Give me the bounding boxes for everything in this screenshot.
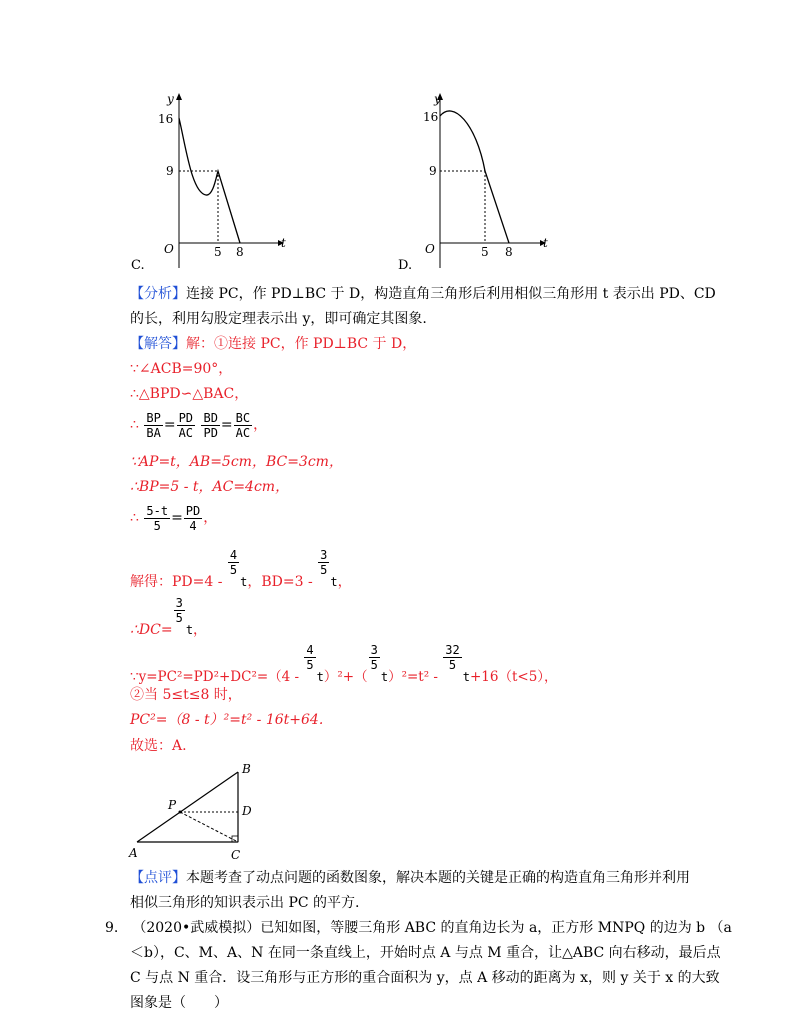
frac-den: AC [178, 425, 194, 440]
graph-d [398, 88, 568, 273]
question9-line2 [130, 943, 721, 963]
frac-den: 5 [229, 563, 238, 577]
solution-line2 [130, 359, 232, 379]
solution-line1 [130, 334, 416, 354]
point-p [179, 811, 182, 814]
tick-5: 5 [214, 245, 222, 259]
frac-num: PD [185, 503, 201, 518]
equals: = [171, 510, 183, 526]
graph-c [128, 88, 298, 273]
analysis-tag: 【分析】 [130, 286, 186, 302]
frac-3-5 [369, 643, 380, 672]
comma: ， [253, 417, 268, 433]
x-axis-label: t [281, 236, 286, 250]
var-t: t [316, 670, 324, 684]
solution-line7 [130, 501, 217, 535]
solution-line5 [130, 452, 343, 472]
graph-c-svg [128, 88, 298, 273]
origin-label: O [425, 242, 435, 256]
frac-den: BA [146, 425, 161, 440]
frac-5t-5 [144, 504, 170, 533]
solution-step8b: ，BD=3 - [247, 574, 318, 590]
frac-num: 4 [229, 548, 238, 562]
solution-line6 [130, 477, 289, 497]
solution-step8a: 解得：PD=4 - [130, 574, 227, 590]
solution-line4 [130, 408, 267, 442]
frac-den: 5 [175, 611, 183, 625]
frac-den: 4 [189, 518, 197, 533]
tick-9: 9 [166, 164, 174, 178]
frac-pd-4 [184, 504, 202, 533]
tick-8: 8 [236, 245, 244, 259]
comment-line2 [130, 893, 359, 913]
therefore-sign: ∴ [130, 417, 139, 433]
frac-num: 5-t [146, 503, 169, 518]
frac-bd-pd [201, 411, 219, 440]
graph-d-curve [440, 111, 509, 243]
question-text-3: C 与点 N 重合．设三角形与正方形的重合面积为 y，点 A 移动的距离为 x，则 y 关于 x 的大致 [130, 970, 720, 986]
right-angle-mark [232, 836, 238, 842]
tick-16: 16 [423, 110, 439, 124]
frac-num: BD [203, 410, 218, 425]
frac-num: 3 [175, 596, 183, 610]
frac-num: 32 [445, 643, 460, 657]
analysis-line1 [130, 284, 716, 304]
comment-text-1: 本题考查了动点问题的函数图象，解决本题的关键是正确的构造直角三角形并利用 [186, 870, 690, 886]
solution-step3: ∴△BPD∽△BAC， [130, 386, 249, 402]
tick-16: 16 [158, 112, 174, 126]
question9-line3 [130, 968, 720, 988]
analysis-text-1: 连接 PC，作 PD⊥BC 于 D，构造直角三角形后利用相似三角形用 t 表示出 PD、CD [186, 286, 716, 302]
frac-3-5 [318, 548, 329, 577]
solution-tag: 【解答】 [130, 336, 186, 352]
label-a: A [129, 846, 138, 860]
solution-step13: 故选：A. [130, 738, 187, 754]
frac-den: 5 [306, 658, 314, 672]
label-p: P [168, 798, 177, 812]
label-b: B [242, 762, 251, 776]
frac-32-5 [443, 643, 461, 672]
comment-text-2: 相似三角形的知识表示出 PC 的平方. [130, 895, 360, 911]
y-axis-arrow [176, 93, 182, 100]
option-d-label: D. [398, 258, 413, 273]
solution-line3 [130, 384, 248, 404]
analysis-line2 [130, 309, 427, 329]
question-number: 9. [105, 920, 119, 936]
equals: = [220, 417, 233, 433]
frac-den: 5 [320, 563, 328, 577]
option-c-label: C. [131, 258, 145, 273]
label-d: D [242, 804, 252, 818]
equals: = [163, 417, 176, 433]
var-t: t [380, 670, 389, 684]
graph-c-curve [179, 118, 240, 243]
question-text-2: ＜b），C、M、A、N 在同一条直线上，开始时点 A 与点 M 重合，让△ABC 向右移动，最后点 [130, 945, 721, 961]
solution-line12 [130, 710, 323, 730]
side-ab [137, 772, 238, 842]
frac-4-5 [228, 548, 239, 577]
solution-step6: ∴BP=5 - t，AC=4cm， [130, 479, 290, 495]
frac-num: BP [146, 410, 161, 425]
frac-num: 3 [370, 643, 378, 657]
question9-line4 [130, 993, 228, 1013]
comma: ， [337, 574, 352, 590]
solution-step10a: ∵y=PC²=PD²+DC²=（4 - [130, 669, 304, 685]
frac-bp-ba [144, 411, 162, 440]
comma: ， [203, 510, 218, 526]
question9-line1 [105, 918, 732, 938]
tick-5: 5 [481, 245, 489, 259]
label-c: C [231, 848, 241, 862]
therefore-sign: ∴ [130, 510, 139, 526]
solution-step12: PC²=（8 - t）²=t² - 16t+64. [130, 712, 324, 728]
frac-den: AC [235, 425, 251, 440]
solution-line13 [130, 736, 187, 756]
analysis-text-2: 的长，利用勾股定理表示出 y，即可确定其图象. [130, 311, 427, 327]
solution-step5: ∵AP=t，AB=5cm，BC=3cm， [130, 454, 343, 470]
solution-line11 [130, 685, 242, 705]
frac-den: 5 [448, 658, 457, 672]
segment-pc [180, 812, 238, 842]
y-axis-label: y [434, 92, 441, 106]
frac-pd-ac [177, 411, 195, 440]
solution-step2: ∵∠ACB=90°， [130, 361, 233, 377]
frac-num: 4 [306, 643, 314, 657]
comment-line1 [130, 868, 690, 888]
comma: ， [193, 622, 208, 638]
question-text-1: （2020•武威模拟）已知如图，等腰三角形 ABC 的直角边长为 a，正方形 MNPQ 的边为 b （a [132, 920, 732, 936]
tick-8: 8 [505, 245, 513, 259]
frac-num: PD [178, 410, 194, 425]
frac-bc-ac [234, 411, 252, 440]
frac-4-5 [304, 643, 315, 672]
triangle-figure [125, 760, 265, 865]
solution-step10d: +16（t<5）， [469, 669, 558, 685]
x-axis-label: t [543, 236, 548, 250]
y-axis-label: y [167, 92, 174, 106]
origin-label: O [164, 242, 174, 256]
question-text-4: 图象是（ ） [130, 995, 228, 1011]
frac-den: 5 [153, 518, 161, 533]
frac-num: BC [235, 410, 251, 425]
frac-num: 3 [320, 548, 328, 562]
var-t: t [462, 670, 470, 684]
solution-step9a: ∴DC= [130, 622, 173, 638]
var-t: t [185, 623, 194, 637]
frac-3-5 [174, 596, 185, 625]
solution-step1: 解：①连接 PC，作 PD⊥BC 于 D， [186, 336, 417, 352]
tick-9: 9 [429, 164, 437, 178]
var-t: t [240, 575, 248, 589]
var-t: t [330, 575, 338, 589]
comment-tag: 【点评】 [130, 870, 186, 886]
solution-step10b: ）²+（ [323, 669, 368, 685]
solution-step11: ②当 5≤t≤8 时， [130, 687, 242, 703]
frac-den: PD [203, 425, 218, 440]
solution-step10c: ）²=t² - [388, 669, 443, 685]
frac-den: 5 [370, 658, 378, 672]
